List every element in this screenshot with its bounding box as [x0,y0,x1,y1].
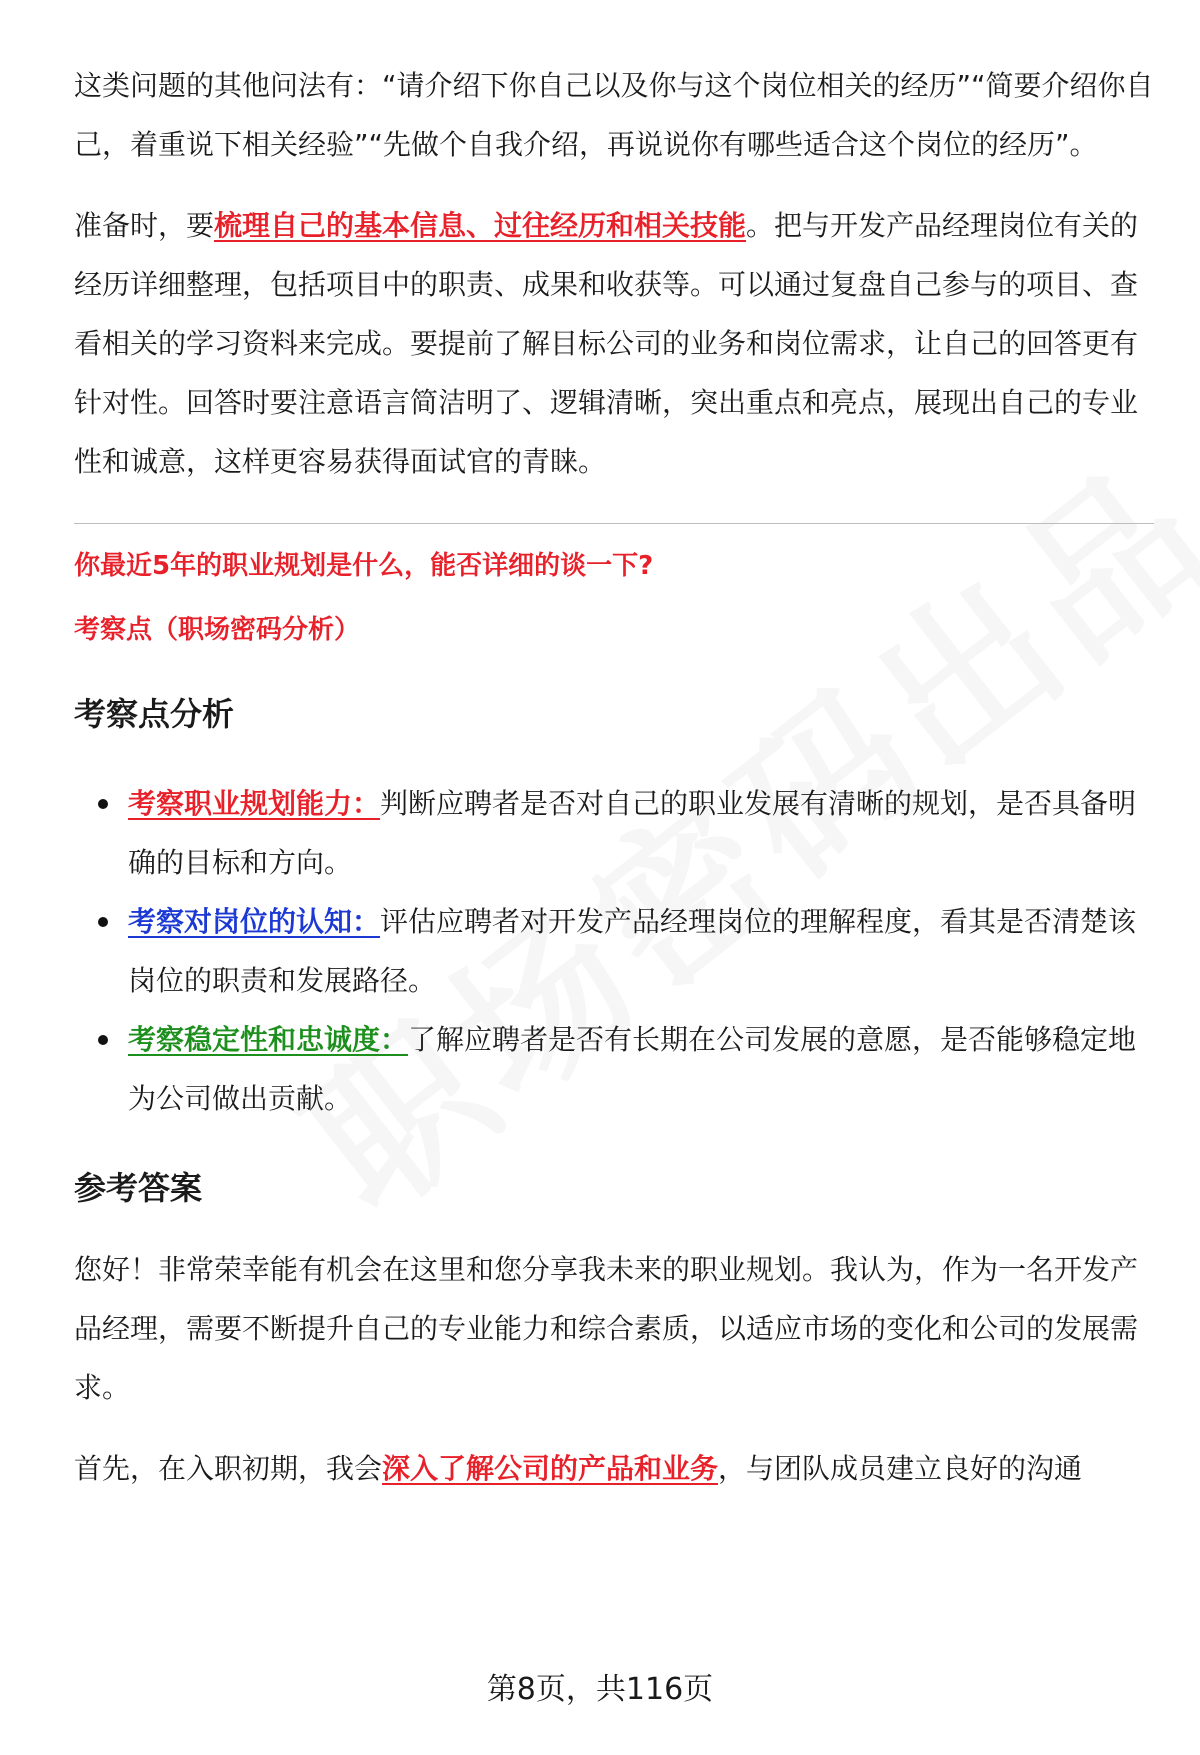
preparation-highlight: 梳理自己的基本信息、过往经历和相关技能 [214,209,747,242]
answer-paragraph-intro: 您好！非常荣幸能有机会在这里和您分享我未来的职业规划。我认为，作为一名开发产品经理，需要不断提升自己的专业能力和综合素质，以适应市场的变化和公司的发展需求。 [74,1253,1139,1404]
bullet-icon [98,917,108,927]
answer-paragraph-first [74,1439,1154,1498]
intro-paragraph-alternatives: 这类问题的其他问法有：“请介绍下你自己以及你与这个岗位相关的经历”“简要介绍你自己，着重说下相关经验”“先做个自我介绍，再说说你有哪些适合这个岗位的经历”。 [74,69,1154,161]
intro-paragraph-preparation [74,196,1154,491]
bullet-icon [98,1035,108,1045]
bullet-icon [98,799,108,809]
analysis-point [74,1010,1154,1128]
analysis-point [74,892,1154,1010]
analysis-heading: 考察点分析 [74,695,235,733]
answer-text-pre: 首先，在入职初期，我会 [74,1452,383,1485]
analysis-point-key: 考察稳定性和忠诚度： [128,1023,409,1056]
preparation-text-pre: 准备时，要 [74,209,215,242]
analysis-point-text: 判断应聘者是否对自己的职业发展有清晰的规划，是否具备明确的目标和方向。 [128,787,1137,879]
question-title: 你最近5年的职业规划是什么，能否详细的谈一下? [74,551,654,581]
analysis-point-text: 了解应聘者是否有长期在公司发展的意愿，是否能够稳定地为公司做出贡献。 [128,1023,1137,1115]
question-subtitle: 考察点（职场密码分析） [74,615,361,645]
answer-text-post: ，与团队成员建立良好的沟通 [718,1452,1083,1485]
section-divider [74,523,1154,524]
document-page [74,56,1154,1498]
analysis-point [74,774,1154,892]
analysis-point-list [74,774,1154,1128]
answer-highlight: 深入了解公司的产品和业务 [382,1452,719,1485]
answer-heading: 参考答案 [74,1169,203,1207]
preparation-text-post: 。把与开发产品经理岗位有关的经历详细整理，包括项目中的职责、成果和收获等。可以通过复盘自己参与的项目、查看相关的学习资料来完成。要提前了解目标公司的业务和岗位需求，让自己的回答更有针对性。回答时要注意语言简洁明了、逻辑清晰，突出重点和亮点，展现出自己的专业性和诚意，这样更容易获得面试官的青睐。 [74,209,1139,478]
analysis-point-key: 考察职业规划能力： [128,787,381,820]
analysis-point-key: 考察对岗位的认知： [128,905,381,938]
analysis-point-text: 评估应聘者对开发产品经理岗位的理解程度，看其是否清楚该岗位的职责和发展路径。 [128,905,1137,997]
page-number: 第8页，共116页 [486,1672,714,1707]
